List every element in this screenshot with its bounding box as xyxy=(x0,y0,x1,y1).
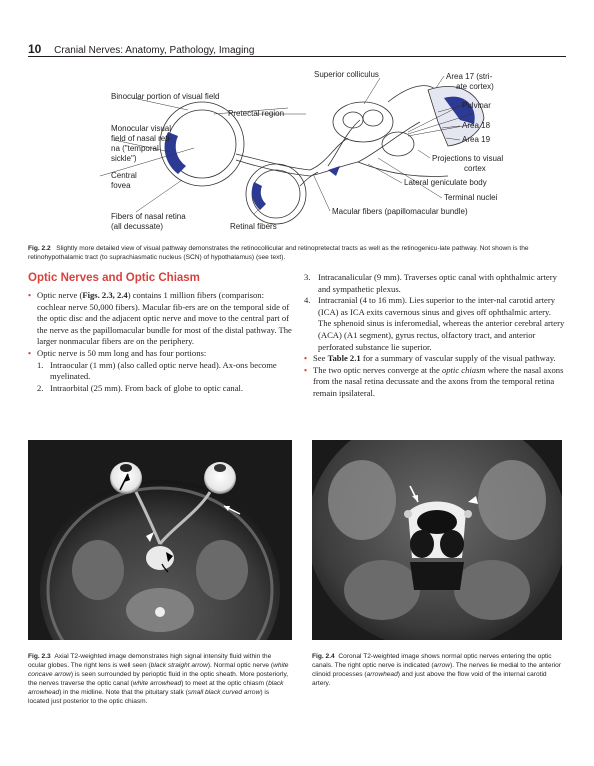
label-superior-colliculus: Superior colliculus xyxy=(314,70,379,79)
label-nasal-fibers-line1: Fibers of nasal retina xyxy=(111,212,186,221)
section-title: Optic Nerves and Optic Chiasm xyxy=(28,272,200,284)
label-area-17-line1: Area 17 (stri- xyxy=(446,72,493,81)
label-pretectal-region: Pretectal region xyxy=(228,109,285,118)
list-item-optic-chiasm: • The two optic nerves converge at the optic chiasm where the nasal axons from the nasal retina decussate and the axons from the temporal retina remain ipsilateral. xyxy=(304,365,566,400)
label-macular-fibers: Macular fibers (papillomacular bundle) xyxy=(332,207,468,216)
figure-2-2-caption xyxy=(28,244,566,262)
figure-2-4-caption: Fig. 2.4 Coronal T2-weighted image shows normal optic nerves entering the optic canals. The right optic nerve is indicated (arrow). The nerves lie medial to the anterior clinoid processes (arrowhead) and just above the flow void of the internal carotid artery. xyxy=(312,653,561,687)
label-monocular-line3: na ("temporal xyxy=(111,144,159,153)
label-central-fovea-line2: fovea xyxy=(111,181,131,190)
label-projections-line1: Projections to visual xyxy=(432,154,504,163)
running-head xyxy=(28,42,254,56)
right-column-text xyxy=(304,272,566,400)
figure-2-4-mri-image xyxy=(312,440,562,640)
figure-2-4-caption-label: Fig. 2.4 xyxy=(312,653,335,660)
figure-2-3-mri-image xyxy=(28,440,292,640)
figure-2-2 xyxy=(28,62,566,240)
label-terminal-nuclei: Terminal nuclei xyxy=(444,193,498,202)
label-binocular-field: Binocular portion of visual field xyxy=(111,92,220,101)
lgb-highlight xyxy=(328,166,340,176)
list-item-intracranial: 4. Intracranial (4 to 16 mm). Lies superior to the inter-nal carotid artery (ICA) as ICA exits cavernous sinus and gives off ophthalmic artery. The sphenoid sinus is inferomedial, whereas the anterior cerebral artery (ACA) (A1 segment), gyrus rectus, olfactory tract, and anterior perforated substance lie superior. xyxy=(304,295,565,352)
label-monocular-line1: Monocular visual xyxy=(111,124,172,133)
list-item-intraocular: 1. Intraocular (1 mm) (also called optic nerve head). Ax-ons become myelinated. xyxy=(37,359,277,382)
table-reference: Table 2.1 xyxy=(327,353,361,364)
label-area-17-line2: ate cortex) xyxy=(456,82,494,91)
left-column-text xyxy=(28,290,292,394)
running-title: Cranial Nerves: Anatomy, Pathology, Imaging xyxy=(54,45,255,56)
label-area-19: Area 19 xyxy=(462,135,491,144)
coronal-mri-drawing xyxy=(312,440,562,640)
figure-2-3-caption-label: Fig. 2.3 xyxy=(28,653,51,660)
label-monocular-line2: field of nasal reti- xyxy=(111,134,172,143)
label-central-fovea-line1: Central xyxy=(111,171,137,180)
list-item-intracanalicular: 3. Intracanalicular (9 mm). Traverses optic canal with ophthalmic artery and sympathetic plexus. xyxy=(304,272,557,294)
label-area-18: Area 18 xyxy=(462,121,491,130)
list-item-intraorbital: 2. Intraorbital (25 mm). From back of globe to optic canal. xyxy=(37,382,244,393)
label-lateral-geniculate-body: Lateral geniculate body xyxy=(404,178,487,187)
figure-2-2-caption-text: Slightly more detailed view of visual pathway demonstrates the retinocollicular and retinopretectal tracts as well as the retinogenicu-late pathway. Not shown is the retinohypothalamic tract (to suprachiasmatic nucleus (SCN) of hypothalamus) (see text). xyxy=(28,245,529,261)
page-number: 10 xyxy=(28,42,42,56)
label-retinal-fibers: Retinal fibers xyxy=(230,222,277,231)
figure-reference: Figs. 2.3, 2.4 xyxy=(82,290,128,300)
label-monocular-line4: sickle") xyxy=(111,154,137,163)
list-item-optic-nerve-length: • Optic nerve is 50 mm long and has four portions: xyxy=(28,348,292,360)
figure-2-2-caption-label: Fig. 2.2 xyxy=(28,245,51,252)
right-eye-retina-highlight xyxy=(252,182,266,210)
axial-mri-drawing xyxy=(28,440,292,640)
figure-2-3-caption: Fig. 2.3 Axial T2-weighted image demonstrates high signal intensity fluid within the ocular globes. The right lens is well seen (black straight arrow). Normal optic nerve (white concave arrow) is seen surrounded by perioptic fluid in the optic sheath. More posteriorly, the nerves traverse the optic canal (white arrowhead) to meet at the optic chiasm (black arrowhead) in the midline. Note that the pituitary stalk (small black curved arrow) is located just posterior to the optic chiasm. xyxy=(28,653,289,705)
header-rule xyxy=(28,56,566,57)
list-item-optic-nerve-fibers: • Optic nerve (Figs. 2.3, 2.4) contains 1 million fibers (comparison: cochlear nerve 50,000 fibers). Macular fib-ers are on the temporal side of the optic disc and the adjacent optic nerve and move to the central part of the nerve as the papillomacular bundle for most of the distal pathway. The larger nonmacular fibers are on the periphery. xyxy=(28,290,292,348)
label-projections-line2: cortex xyxy=(464,164,486,173)
label-pulvinar: Pulvinar xyxy=(462,101,491,110)
list-item-vascular-supply: • See Table 2.1 for a summary of vascular supply of the visual pathway. xyxy=(304,353,566,365)
label-nasal-fibers-line2: (all decussate) xyxy=(111,222,164,231)
